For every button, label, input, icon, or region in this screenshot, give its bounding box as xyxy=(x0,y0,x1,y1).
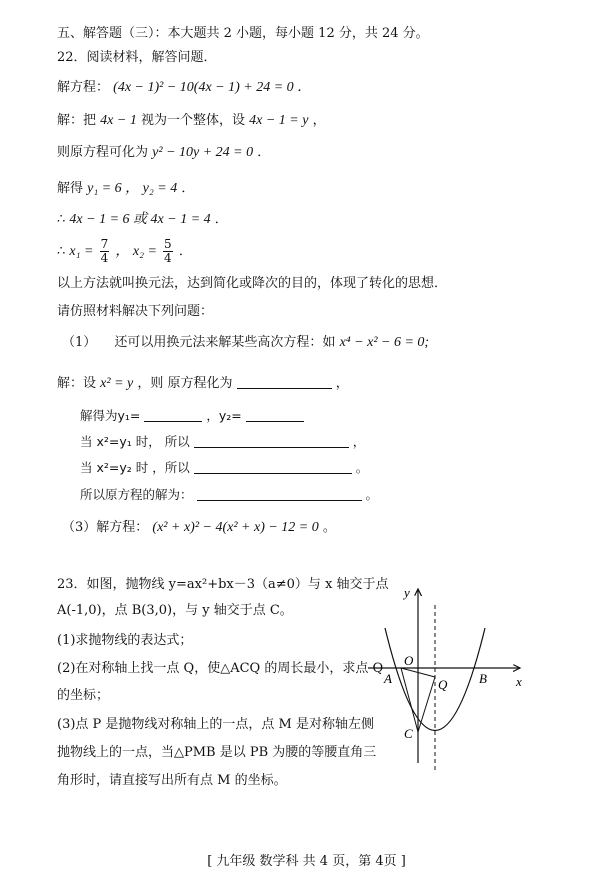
label-a: A xyxy=(384,671,392,686)
part1-equation: x⁴ − x² − 6 = 0; xyxy=(339,335,430,350)
page-footer: [ 九年级 数学科 共 4 页，第 4页 ] xyxy=(207,854,406,869)
case1-label: 当 x²=y₁ 时， 所以 xyxy=(80,434,190,449)
x1-numerator: 7 xyxy=(100,237,109,251)
roots-text: 解得 xyxy=(57,181,84,196)
final-end: 。 xyxy=(365,487,378,502)
q23-line-1: 23．如图，抛物线 y=ax²+bx－3（a≠0）与 x 轴交于点 xyxy=(57,577,389,592)
substitution-line xyxy=(57,113,326,129)
label-origin: O xyxy=(404,653,414,668)
therefore-symbol: ∴ xyxy=(57,212,66,227)
transform-text: 则原方程可化为 xyxy=(57,145,149,160)
x2-numerator: 5 xyxy=(164,237,172,251)
answer-blank-transformed[interactable] xyxy=(237,375,332,389)
label-b: B xyxy=(479,671,487,686)
or-end: ． xyxy=(214,212,228,227)
part1-solution-text-b: ，则 原方程化为 xyxy=(137,376,233,391)
solve-y-label: 解得为y₁= xyxy=(80,408,141,423)
q22-title: 22．阅读材料，解答问题． xyxy=(57,50,217,65)
main-equation: (4x − 1)² − 10(4x − 1) + 24 = 0 ． xyxy=(113,80,312,95)
sub-expression: 4x − 1 xyxy=(100,113,137,128)
parabola-figure xyxy=(360,585,530,775)
q23-line-5: 的坐标； xyxy=(57,688,110,703)
therefore-symbol: ∴ xyxy=(57,244,66,259)
answer-blank-y1[interactable] xyxy=(144,408,202,422)
answer-blank-final[interactable] xyxy=(197,487,362,501)
or-expression: 4x − 1 = 6 或 4x − 1 = 4 xyxy=(69,212,211,227)
part3-line xyxy=(62,520,336,536)
part1-solution-end: ， xyxy=(335,376,349,391)
part1-solution-line xyxy=(57,375,349,392)
part1-solution-text: 解：设 xyxy=(57,376,97,391)
section-heading: 五、解答题（三）：本大题共 2 小题，每小题 12 分，共 24 分。 xyxy=(57,26,429,41)
sub-text-b: 视为一个整体，设 xyxy=(140,113,245,128)
q23-line-7: 抛物线上的一点，当△PMB 是以 PB 为腰的等腰直角三 xyxy=(57,745,377,760)
label-y: y xyxy=(404,585,410,600)
transform-line xyxy=(57,145,270,161)
label-q: Q xyxy=(438,677,448,692)
label-x: x xyxy=(516,674,522,689)
segment-qc xyxy=(418,677,435,732)
part3-label: （3）解方程： xyxy=(62,520,149,535)
answer-blank-y2[interactable] xyxy=(246,408,304,422)
q23-line-8: 角形时，请直接写出所有点 M 的坐标。 xyxy=(57,773,287,788)
case2-end: 。 xyxy=(355,460,369,475)
q23-line-6: (3)点 P 是抛物线对称轴上的一点，点 M 是对称轴左侧 xyxy=(57,717,375,732)
final-solution-line xyxy=(80,487,378,503)
sub-text-a: 解：把 xyxy=(57,113,97,128)
final-label: 所以原方程的解为： xyxy=(80,487,193,502)
answer-blank-case1[interactable] xyxy=(194,434,349,448)
x1-denominator: 4 xyxy=(100,251,109,265)
transform-end: ． xyxy=(257,145,271,160)
sub-text-c: ， xyxy=(312,113,326,128)
roots-line xyxy=(57,181,194,197)
x1-label: x₁ = xyxy=(69,244,94,259)
label-c: C xyxy=(404,726,413,741)
part1-label: （1） xyxy=(62,335,97,350)
case1-line xyxy=(80,434,365,450)
part3-equation: (x² + x)² − 4(x² + x) − 12 = 0 xyxy=(152,520,319,535)
x1-fraction xyxy=(100,238,110,265)
solve-label: 解方程： xyxy=(57,80,110,95)
part1-line xyxy=(62,335,429,351)
part1-solve-line xyxy=(80,408,304,424)
q23-line-3: (1)求抛物线的表达式； xyxy=(57,633,193,648)
transform-equation: y² − 10y + 24 = 0 xyxy=(152,145,254,160)
q22-equation-line xyxy=(57,80,311,96)
summary-text: 以上方法就叫换元法，达到简化或降次的目的，体现了转化的思想． xyxy=(57,276,448,291)
roots-expression: y₁ = 6 ， y₂ = 4 xyxy=(87,181,178,196)
instruction-text: 请仿照材料解决下列问题： xyxy=(57,304,214,319)
x-solutions-end: ． xyxy=(178,244,192,259)
sub-set: 4x − 1 = y xyxy=(249,113,309,128)
x2-fraction xyxy=(163,238,173,265)
case2-label: 当 x²=y₂ 时 ，所以 xyxy=(80,460,190,475)
part3-end: 。 xyxy=(322,520,336,535)
solve-y2-label: ，y₂= xyxy=(206,408,242,423)
roots-end: ． xyxy=(181,181,195,196)
answer-blank-case2[interactable] xyxy=(194,460,352,474)
or-line xyxy=(57,212,228,228)
part1-text: 还可以用换元法来解某些高次方程：如 xyxy=(114,335,336,350)
x2-denominator: 4 xyxy=(164,251,172,265)
x2-label: ， x₂ = xyxy=(115,244,157,259)
part1-set: x² = y xyxy=(100,376,134,391)
x-solutions-line xyxy=(57,237,192,267)
segment-ac xyxy=(401,668,418,732)
q23-line-4: (2)在对称轴上找一点 Q，使△ACQ 的周长最小，求点 Q xyxy=(57,661,384,676)
case1-end: ， xyxy=(352,434,366,449)
q23-line-2: A(-1,0)，点 B(3,0)，与 y 轴交于点 C。 xyxy=(57,603,293,618)
case2-line xyxy=(80,460,368,476)
